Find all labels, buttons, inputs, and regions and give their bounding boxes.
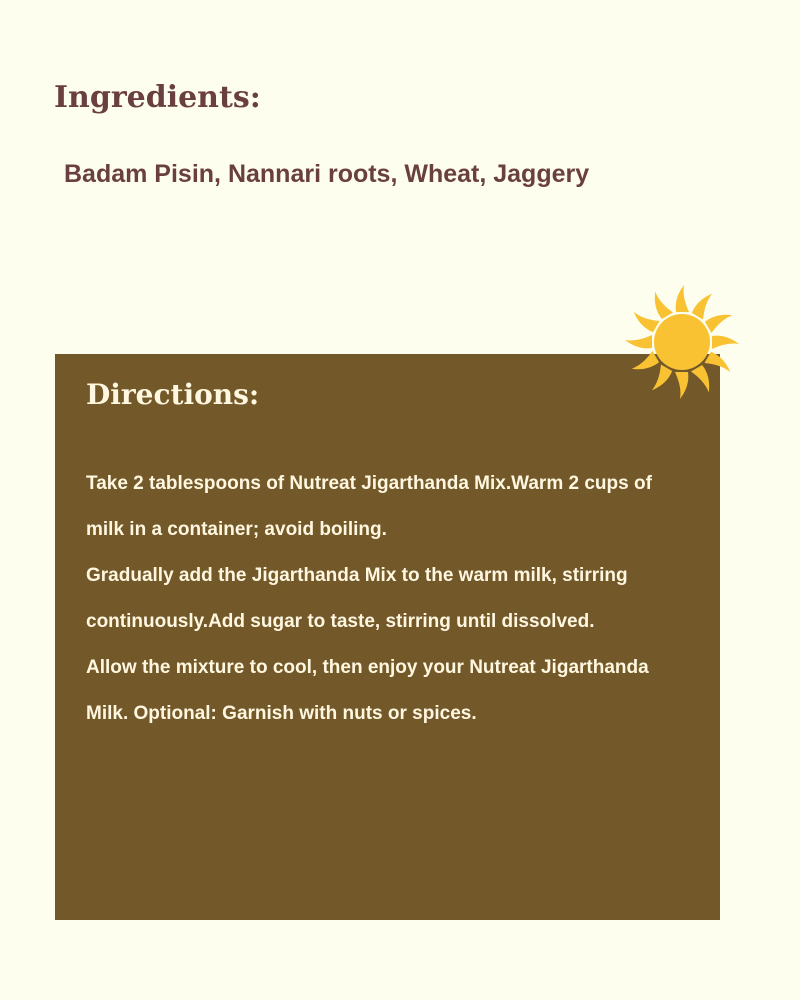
ingredients-list: Badam Pisin, Nannari roots, Wheat, Jaggery [64, 160, 590, 188]
sun-ray [705, 308, 735, 333]
directions-heading: Directions: [86, 378, 260, 411]
sun-ray [712, 336, 739, 349]
sun-ray [648, 289, 673, 319]
sun-ray [691, 365, 716, 395]
directions-steps [86, 461, 691, 737]
sun-disc [654, 314, 710, 370]
directions-card [55, 354, 720, 920]
direction-step: Gradually add the Jigarthanda Mix to the warm milk, stirring continuously.Add sugar to taste, stirring until dissolved. [86, 565, 628, 632]
sun-ray [676, 285, 689, 312]
sun-ray [629, 307, 659, 332]
sun-icon [622, 282, 742, 402]
sun-ray [647, 364, 672, 394]
ingredients-heading: Ingredients: [54, 80, 261, 115]
sun-ray [675, 372, 688, 399]
sun-ray [692, 289, 717, 319]
sun-ray [704, 352, 734, 377]
direction-step: Allow the mixture to cool, then enjoy your Nutreat Jigarthanda Milk. Optional: Garnish with nuts or spices. [86, 657, 649, 724]
sun-ray [625, 335, 652, 348]
sun-ray [629, 351, 659, 376]
direction-step: Take 2 tablespoons of Nutreat Jigarthanda Mix.Warm 2 cups of milk in a container; avoid boiling. [86, 473, 652, 540]
